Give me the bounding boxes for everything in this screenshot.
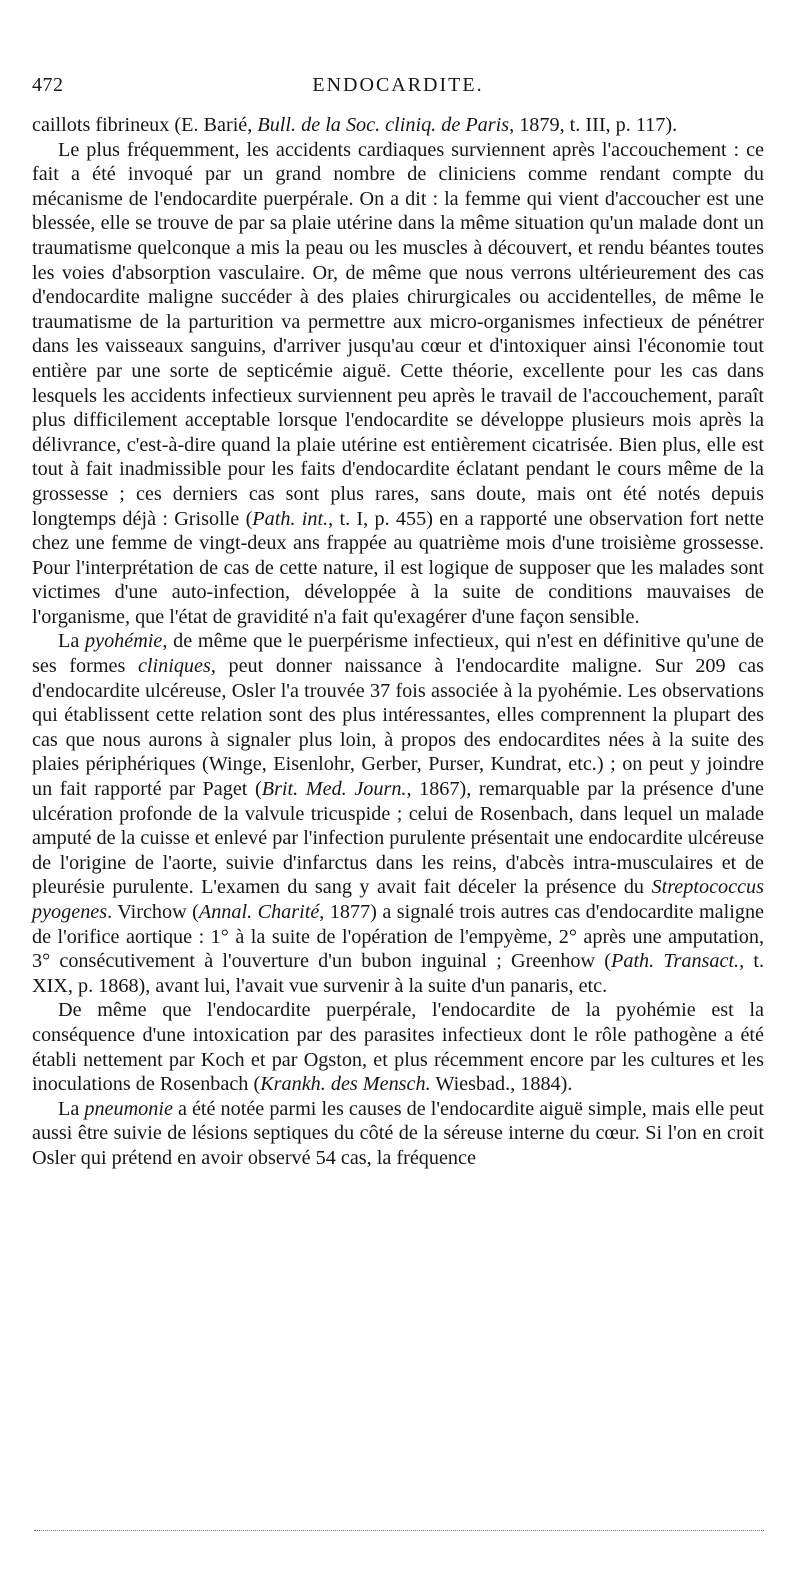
text-run: , de même que le puerpérisme infectieux, qui n'est en définitive qu'une de ses formes <box>32 630 764 678</box>
text-run: , 1877) a signalé trois autres cas d'endocardite maligne de l'orifice aortique : 1° à la suite de l'opération de l'empyème, 2° après une amputation, 3° consécutivement à l'ouverture d'un bubon inguinal ; Greenhow ( <box>32 901 765 973</box>
paragraph-pathogenesis <box>32 998 764 1096</box>
page-header <box>32 74 764 104</box>
text-run: , t. I, p. 455) en a rapporté une observation fort nette chez une femme de vingt-deux ans frappée au quatrième mois d'une troisième grossesse. Pour l'interprétation de cas de cette nature, il est logique de supposer que les malades sont victimes d'une auto-infection, développée à la suite de conditions mauvaises de l'organisme, que l'état de gravidité n'a fait qu'exagérer d'une façon sensible. <box>32 507 764 628</box>
text-run: . Virchow ( <box>107 901 199 923</box>
paragraph-continuation <box>32 113 764 138</box>
text-run: La <box>58 1097 85 1120</box>
italic-reference: Streptococcus pyogenes <box>32 876 764 923</box>
text-run: a été notée parmi les causes de l'endocardite aiguë simple, mais elle peut aussi être suivie de lésions septiques du côté de la séreuse interne du cœur. Si l'on en croit Osler qui prétend en avoir observé 54 cas, la fréquence <box>32 1097 765 1169</box>
text-run: , t. XIX, p. 1868), avant lui, l'avait vue survenir à la suite d'un panaris, etc. <box>32 950 764 997</box>
footer-dotted-rule <box>34 1530 764 1531</box>
text-run: Wiesbad., 1884). <box>430 1073 573 1096</box>
text-run: caillots fibrineux (E. Barié, <box>32 114 258 136</box>
italic-reference: Annal. Charité <box>198 901 320 923</box>
italic-reference: Path. Transact. <box>611 950 740 973</box>
italic-reference: Bull. de la Soc. cliniq. de Paris <box>257 114 510 136</box>
italic-reference: Brit. Med. Journ. <box>261 778 407 801</box>
paragraph-pyohemie <box>32 629 764 998</box>
text-run: De même que l'endocardite puerpérale, l'endocardite de la pyohémie est la conséquence d'une intoxication par des parasites infectieux dont le rôle pathogène a été établi nettement par Koch et par Ogston, et plus récemment encore par les cultures et les inoculations de Rosenbach ( <box>32 999 764 1096</box>
text-run: , peut donner naissance à l'endocardite maligne. Sur 209 cas d'endocardite ulcéreuse, Osler l'a trouvée 37 fois associée à la pyohémie. Les observations qui établissent cette relation sont des plus intéressantes, elles comprennent la plupart des cas que nous aurons à signaler plus loin, à propos des endocardites nées à la suite des plaies périphériques (Winge, Eisenlohr, Gerber, Purser, Kundrat, etc.) ; on peut y joindre un fait rapporté par Paget ( <box>32 655 764 801</box>
text-run: La <box>58 630 86 653</box>
italic-reference: cliniques <box>137 655 211 678</box>
italic-reference: Krankh. des Mensch. <box>260 1073 431 1096</box>
italic-reference: pyohémie <box>85 630 163 653</box>
body-text <box>32 113 764 1171</box>
paragraph-pneumonie <box>32 1097 764 1171</box>
paragraph-puerperal <box>32 138 764 630</box>
page-number: 472 <box>32 74 64 96</box>
italic-reference: pneumonie <box>84 1097 173 1120</box>
text-run: , 1879, t. III, p. 117). <box>509 114 678 136</box>
text-run: , 1867), remarquable par la présence d'une ulcération profonde de la valvule tricuspide ; celui de Rosenbach, dans lequel un malade amputé de la cuisse et enlevé par l'infection purulente présentait une endocardite ulcéreuse de l'origine de l'aorte, suivie d'infarctus dans les reins, d'abcès intra-musculaires et de pleurésie purulente. L'examen du sang y avait fait déceler la présence du <box>32 778 765 899</box>
running-title: ENDOCARDITE. <box>312 74 484 96</box>
italic-reference: Path. int. <box>252 507 329 530</box>
text-run: Le plus fréquemment, les accidents cardiaques surviennent après l'accouchement : ce fait a été invoqué par un grand nombre de cliniciens comme rendant compte du mécanisme de l'endocardite puerpérale. On a dit : la femme qui vient d'accoucher est une blessée, elle se trouve de par sa plaie utérine dans la même situation qu'un malade dont un traumatisme quelconque a mis la peau ou les muscles à découvert, et rendu béantes toutes les voies d'absorption vasculaire. Or, de même que nous verrons ultérieurement des cas d'endocardite maligne succéder à des plaies chirurgicales ou accidentelles, de même le traumatisme de la parturition va permettre aux micro-organismes infectieux de pénétrer dans les vaisseaux sanguins, d'arriver jusqu'au cœur et d'intoxiquer ainsi l'économie tout entière par une sorte de septicémie aiguë. Cette théorie, excellente pour les cas dans lesquels les accidents infectieux surviennent peu après le travail de l'accouchement, paraît plus difficilement acceptable lorsque l'endocardite se développe plusieurs mois après la délivrance, c'est-à-dire quand la plaie utérine est entièrement cicatrisée. Bien plus, elle est tout à fait inadmissible pour les faits d'endocardite éclatant pendant le cours même de la grossesse ; ces derniers cas sont plus rares, sans doute, mais ont été notés depuis longtemps déjà : Grisolle ( <box>32 138 764 530</box>
